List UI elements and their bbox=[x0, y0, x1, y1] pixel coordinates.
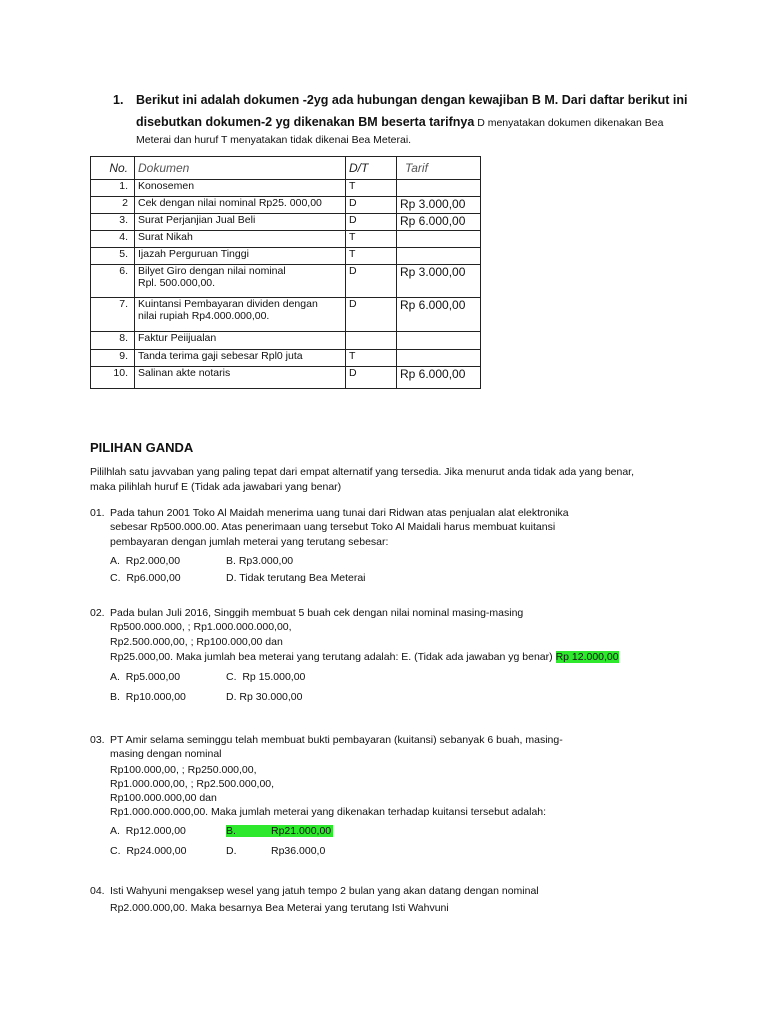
table-row bbox=[91, 298, 481, 332]
row-dt bbox=[346, 332, 397, 350]
row-tarif: Rp 6.000,00 bbox=[397, 298, 481, 332]
row-dt: D bbox=[346, 265, 397, 298]
row-tarif bbox=[397, 231, 481, 248]
table-row bbox=[91, 197, 481, 214]
table-row bbox=[91, 367, 481, 389]
q02-option-a bbox=[110, 671, 180, 683]
option-label: D. bbox=[226, 572, 237, 584]
row-no: 2 bbox=[91, 197, 135, 214]
option-text: Rp24.000,00 bbox=[126, 845, 187, 857]
section-intro-1: Pililhlah satu javvaban yang paling tepat dari empat alternatif yang tersedia. Jika menurut anda tidak ada yang benar, bbox=[90, 466, 635, 478]
q03-line-1: PT Amir selama seminggu telah membuat bukti pembayaran (kuitansi) sebanyak 6 buah, masing- bbox=[110, 734, 563, 746]
q1-line-1: Berikut ini adalah dokumen -2yg ada hubungan dengan kewajiban B M. Dari daftar berikut ini bbox=[136, 93, 688, 107]
q02-line-1: Pada bulan Juli 2016, Singgih membuat 5 buah cek dengan nilai nominal masing-masing bbox=[110, 607, 524, 619]
row-no: 1. bbox=[91, 180, 135, 197]
q04-line-1: Isti Wahyuni mengaksep wesel yang jatuh tempo 2 bulan yang akan datang dengan nominal bbox=[110, 885, 539, 897]
row-tarif bbox=[397, 332, 481, 350]
option-text: Rp12.000,00 bbox=[125, 825, 186, 837]
option-label: C. bbox=[110, 845, 121, 857]
row-tarif: Rp 3.000,00 bbox=[397, 265, 481, 298]
q1-number: 1. bbox=[113, 93, 124, 107]
row-doc-line-2: Rpl. 500.000,00. bbox=[138, 277, 216, 289]
option-label: B. bbox=[110, 691, 120, 703]
option-text: Rp3.000,00 bbox=[238, 555, 294, 567]
row-no: 3. bbox=[91, 214, 135, 231]
row-dt: T bbox=[346, 231, 397, 248]
section-intro-2: maka pilihlah huruf E (Tidak ada jawabari yang benar) bbox=[90, 481, 342, 493]
table-row bbox=[91, 214, 481, 231]
q02-option-c bbox=[226, 671, 305, 683]
row-doc bbox=[135, 298, 346, 332]
q04-number: 04. bbox=[90, 885, 105, 897]
row-tarif: Rp 6.000,00 bbox=[397, 367, 481, 389]
option-text: Rp21.000,00 bbox=[271, 825, 332, 837]
q02-number: 02. bbox=[90, 607, 105, 619]
row-no: 8. bbox=[91, 332, 135, 350]
option-label: A. bbox=[110, 555, 120, 567]
q01-option-c bbox=[110, 572, 181, 584]
table-row bbox=[91, 332, 481, 350]
q03-line-2: masing dengan nominal bbox=[110, 748, 222, 760]
row-doc: Surat Perjanjian Jual Beli bbox=[135, 214, 346, 231]
option-text: Rp2.000,00 bbox=[125, 555, 181, 567]
q02-answer-highlight: Rp 12.000,00 bbox=[555, 651, 619, 663]
row-no: 7. bbox=[91, 298, 135, 332]
q01-line-2: sebesar Rp500.000.00. Atas penerimaan uang tersebut Toko Al Maidali harus membuat kuitansi bbox=[110, 521, 556, 533]
q02-line-3: Rp2.500.000,00, ; Rp100.000,00 dan bbox=[110, 636, 283, 648]
q01-line-1: Pada tahun 2001 Toko Al Maidah menerima uang tunai dari Ridwan atas penjualan alat elektronika bbox=[110, 507, 569, 519]
q03-option-d-text: Rp36.000,0 bbox=[271, 845, 326, 857]
row-no: 5. bbox=[91, 248, 135, 265]
row-tarif bbox=[397, 248, 481, 265]
row-doc: Salinan akte notaris bbox=[135, 367, 346, 389]
header-dt: D/T bbox=[346, 157, 397, 180]
row-doc: Cek dengan nilai nominal Rp25. 000,00 bbox=[135, 197, 346, 214]
row-dt: T bbox=[346, 248, 397, 265]
row-tarif: Rp 6.000,00 bbox=[397, 214, 481, 231]
q1-line-2 bbox=[136, 115, 663, 129]
row-doc-line-1: Bilyet Giro dengan nilai nominal bbox=[138, 265, 286, 277]
option-label: A. bbox=[110, 825, 120, 837]
row-doc: Konosemen bbox=[135, 180, 346, 197]
row-dt: D bbox=[346, 197, 397, 214]
q01-option-d bbox=[226, 572, 366, 584]
table-row bbox=[91, 231, 481, 248]
q01-option-b bbox=[226, 555, 293, 567]
table-row bbox=[91, 248, 481, 265]
row-doc: Faktur Peiijualan bbox=[135, 332, 346, 350]
option-text: Rp 15.000,00 bbox=[242, 671, 306, 683]
table-row bbox=[91, 265, 481, 298]
q02-line-4 bbox=[110, 651, 619, 663]
q01-number: 01. bbox=[90, 507, 105, 519]
row-doc: Ijazah Perguruan Tinggi bbox=[135, 248, 346, 265]
q1-line-2-bold: disebutkan dokumen-2 yg dikenakan BM beserta tarifnya bbox=[136, 115, 475, 129]
row-dt: T bbox=[346, 350, 397, 367]
row-doc-line-1: Kuintansi Pembayaran dividen dengan bbox=[138, 298, 318, 310]
option-text: Rp5.000,00 bbox=[125, 671, 181, 683]
row-dt: D bbox=[346, 367, 397, 389]
row-dt: T bbox=[346, 180, 397, 197]
option-label: B. bbox=[226, 825, 236, 837]
table-row bbox=[91, 350, 481, 367]
row-tarif bbox=[397, 350, 481, 367]
option-label: C. bbox=[110, 572, 121, 584]
q03-line-3: Rp100.000,00, ; Rp250.000,00, bbox=[110, 764, 257, 776]
q03-option-a bbox=[110, 825, 186, 837]
q02-line-2: Rp500.000.000, ; Rp1.000.000.000,00, bbox=[110, 621, 292, 633]
option-label: D. bbox=[226, 845, 237, 857]
q1-line-2-rest: D menyatakan dokumen dikenakan Bea bbox=[474, 117, 664, 129]
q02-option-d bbox=[226, 691, 302, 703]
option-label: D. bbox=[226, 691, 237, 703]
row-doc: Surat Nikah bbox=[135, 231, 346, 248]
q02-option-b bbox=[110, 691, 186, 703]
option-label: A. bbox=[110, 671, 120, 683]
row-tarif: Rp 3.000,00 bbox=[397, 197, 481, 214]
q01-line-3: pembayaran dengan jumlah meterai yang terutang sebesar: bbox=[110, 536, 389, 548]
q03-option-b-highlight bbox=[226, 825, 333, 837]
row-tarif bbox=[397, 180, 481, 197]
q1-line-3: Meterai dan huruf T menyatakan tidak dikenai Bea Meterai. bbox=[136, 134, 412, 146]
row-no: 9. bbox=[91, 350, 135, 367]
option-text: Tidak terutang Bea Meterai bbox=[239, 572, 366, 584]
row-no: 4. bbox=[91, 231, 135, 248]
row-doc bbox=[135, 265, 346, 298]
q03-line-6: Rp1.000.000.000,00. Maka jumlah meterai yang dikenakan terhadap kuitansi tersebut adalah: bbox=[110, 806, 547, 818]
q03-line-5: Rp100.000.000,00 dan bbox=[110, 792, 217, 804]
q03-option-d bbox=[226, 845, 237, 857]
table-row bbox=[91, 180, 481, 197]
q04-line-2: Rp2.000.000,00. Maka besarnya Bea Meterai yang terutang Isti Wahvuni bbox=[110, 902, 449, 914]
row-doc: Tanda terima gaji sebesar Rpl0 juta bbox=[135, 350, 346, 367]
option-label: B. bbox=[226, 555, 236, 567]
section-title: PILIHAN GANDA bbox=[90, 440, 194, 455]
row-dt: D bbox=[346, 214, 397, 231]
q03-option-c bbox=[110, 845, 186, 857]
header-no: No. bbox=[91, 157, 135, 180]
row-dt: D bbox=[346, 298, 397, 332]
option-label: C. bbox=[226, 671, 237, 683]
q02-line-4-text: Rp25.000,00. Maka jumlah bea meterai yang terutang adalah: E. (Tidak ada jawaban yg benar) bbox=[110, 651, 553, 663]
option-text: Rp 30.000,00 bbox=[239, 691, 303, 703]
option-text: Rp10.000,00 bbox=[125, 691, 186, 703]
q03-number: 03. bbox=[90, 734, 105, 746]
row-doc-line-2: nilai rupiah Rp4.000.000,00. bbox=[138, 310, 270, 322]
q03-line-4: Rp1.000.000,00, ; Rp2.500.000,00, bbox=[110, 778, 275, 790]
option-text: Rp6.000,00 bbox=[126, 572, 181, 584]
row-no: 10. bbox=[91, 367, 135, 389]
q01-option-a bbox=[110, 555, 180, 567]
header-tarif: Tarif bbox=[397, 157, 481, 180]
row-no: 6. bbox=[91, 265, 135, 298]
header-dokumen: Dokumen bbox=[135, 157, 346, 180]
document-table bbox=[90, 156, 481, 389]
